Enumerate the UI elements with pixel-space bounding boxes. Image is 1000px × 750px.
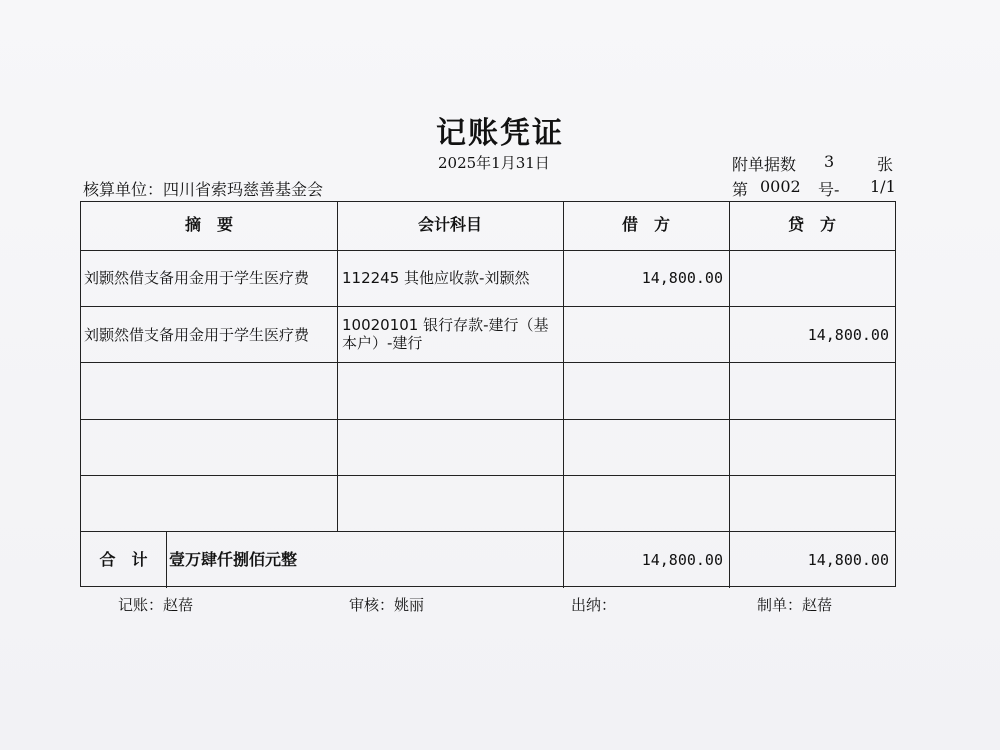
attachments-info <box>732 152 894 175</box>
row-1-debit: 14,800.00 <box>641 269 723 287</box>
voucher-title: 记账凭证 <box>436 116 564 151</box>
accounting-unit-label: 核算单位： <box>83 180 164 199</box>
voucher-number-prefix: 第 <box>732 180 749 199</box>
accounting-unit <box>83 177 323 200</box>
row-2-summary: 刘颢然借支备用金用于学生医疗费 <box>84 326 310 344</box>
row-2-subject-line2: 本户）-建行 <box>342 334 423 352</box>
voucher-number-suffix: 号- <box>818 180 840 199</box>
signature-bookkeeper: 记账：赵蓓 <box>118 596 194 614</box>
signature-cashier: 出纳： <box>571 596 617 614</box>
total-amount-words: 壹万肆仟捌佰元整 <box>169 550 298 569</box>
header-subject: 会计科目 <box>417 215 482 234</box>
voucher-number-value: 0002 <box>760 177 801 196</box>
row-2-credit: 14,800.00 <box>807 326 889 344</box>
row-2-subject-line1: 10020101 银行存款-建行（基 <box>342 316 549 334</box>
header-summary: 摘 要 <box>184 215 233 234</box>
voucher-table <box>80 201 896 587</box>
total-label: 合 计 <box>99 550 148 569</box>
row-1-subject: 112245 其他应收款-刘颢然 <box>342 269 530 287</box>
accounting-unit-value: 四川省索玛慈善基金会 <box>163 180 324 199</box>
voucher-page: 1/1 <box>870 177 896 196</box>
total-credit: 14,800.00 <box>807 551 889 569</box>
attachments-unit: 张 <box>877 155 894 174</box>
signature-preparer: 制单：赵蓓 <box>757 596 833 614</box>
attachments-count: 3 <box>824 152 835 171</box>
header-credit: 贷 方 <box>787 215 836 234</box>
total-debit: 14,800.00 <box>641 551 723 569</box>
row-1-summary: 刘颢然借支备用金用于学生医疗费 <box>84 269 310 287</box>
header-debit: 借 方 <box>621 215 670 234</box>
voucher-date: 2025年1月31日 <box>438 154 550 172</box>
attachments-label: 附单据数 <box>732 155 797 174</box>
signature-reviewer: 审核：姚丽 <box>349 596 425 614</box>
